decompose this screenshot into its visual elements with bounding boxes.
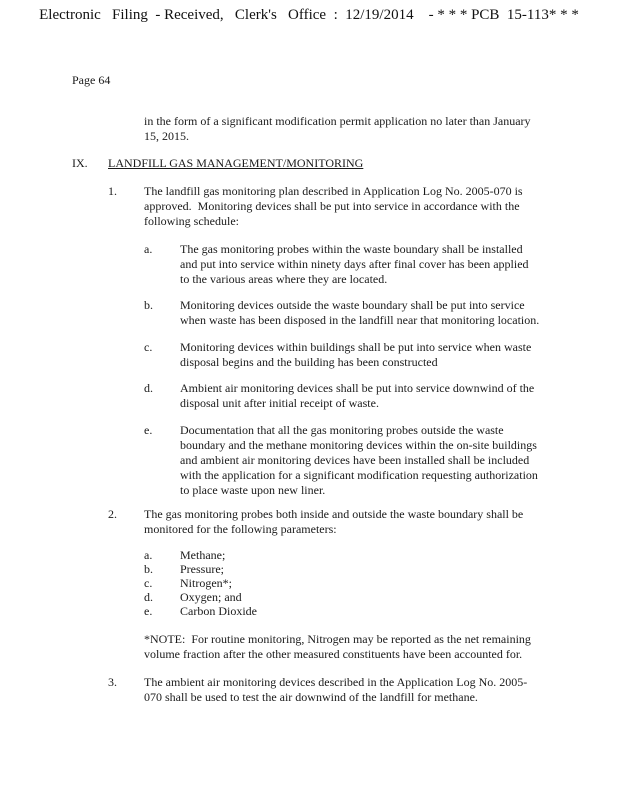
text-line: boundary and the methane monitoring devices within the on-site buildings bbox=[180, 438, 537, 452]
subitem-c-paragraph bbox=[180, 340, 580, 370]
text-line: disposal begins and the building has been constructed bbox=[180, 355, 438, 369]
text-line: 15, 2015. bbox=[144, 129, 189, 143]
subitem-letter: c. bbox=[144, 340, 153, 354]
parameter-item bbox=[144, 604, 257, 618]
parameter-name: Pressure; bbox=[180, 562, 224, 576]
item-number: 3. bbox=[108, 675, 117, 689]
text-line: Monitoring devices outside the waste boundary shall be put into service bbox=[180, 298, 525, 312]
text-line: 070 shall be used to test the air downwind of the landfill for methane. bbox=[144, 690, 478, 704]
text-line: Documentation that all the gas monitoring probes outside the waste bbox=[180, 423, 504, 437]
item-3-paragraph bbox=[144, 675, 564, 705]
item-number: 1. bbox=[108, 184, 117, 198]
subitem-a-paragraph bbox=[180, 242, 580, 287]
text-line: volume fraction after the other measured constituents have been accounted for. bbox=[144, 647, 523, 661]
text-line: The gas monitoring probes both inside and outside the waste boundary shall be bbox=[144, 507, 524, 521]
continuation-paragraph bbox=[144, 114, 564, 144]
text-line: Monitoring devices within buildings shall be put into service when waste bbox=[180, 340, 532, 354]
parameter-item bbox=[144, 548, 257, 562]
parameter-letter: d. bbox=[144, 590, 153, 604]
item-number: 2. bbox=[108, 507, 117, 521]
subitem-b-paragraph bbox=[180, 298, 580, 328]
parameter-name: Methane; bbox=[180, 548, 226, 562]
subitem-d-paragraph bbox=[180, 381, 580, 411]
text-line: Ambient air monitoring devices shall be put into service downwind of the bbox=[180, 381, 535, 395]
parameter-item bbox=[144, 562, 257, 576]
subitem-letter: d. bbox=[144, 381, 153, 395]
parameter-item bbox=[144, 590, 257, 604]
nitrogen-note bbox=[144, 632, 564, 662]
subitem-letter: e. bbox=[144, 423, 153, 437]
parameter-letter: a. bbox=[144, 548, 153, 562]
parameter-item bbox=[144, 576, 257, 590]
text-line: following schedule: bbox=[144, 214, 239, 228]
text-line: The gas monitoring probes within the waste boundary shall be installed bbox=[180, 242, 523, 256]
parameter-letter: e. bbox=[144, 604, 153, 618]
text-line: to the various areas where they are located. bbox=[180, 272, 388, 286]
text-line: in the form of a significant modification permit application no later than January bbox=[144, 114, 531, 128]
filing-header: Electronic Filing - Received, Clerk's Office : 12/19/2014 - * * * PCB 15-113* * * bbox=[39, 7, 579, 23]
subitem-e-paragraph bbox=[180, 423, 580, 498]
text-line: The ambient air monitoring devices described in the Application Log No. 2005- bbox=[144, 675, 528, 689]
parameter-list bbox=[144, 548, 257, 618]
parameter-name: Nitrogen*; bbox=[180, 576, 232, 590]
text-line: approved. Monitoring devices shall be put into service in accordance with the bbox=[144, 199, 520, 213]
item-2-paragraph bbox=[144, 507, 564, 537]
section-title: LANDFILL GAS MANAGEMENT/MONITORING bbox=[108, 156, 364, 170]
subitem-letter: a. bbox=[144, 242, 153, 256]
parameter-letter: b. bbox=[144, 562, 153, 576]
text-line: when waste has been disposed in the landfill near that monitoring location. bbox=[180, 313, 540, 327]
parameter-letter: c. bbox=[144, 576, 153, 590]
parameter-name: Carbon Dioxide bbox=[180, 604, 257, 618]
text-line: disposal unit after initial receipt of waste. bbox=[180, 396, 379, 410]
subitem-letter: b. bbox=[144, 298, 153, 312]
text-line: with the application for a significant modification requesting authorization bbox=[180, 468, 538, 482]
text-line: *NOTE: For routine monitoring, Nitrogen may be reported as the net remaining bbox=[144, 632, 531, 646]
text-line: and put into service within ninety days after final cover has been applied bbox=[180, 257, 529, 271]
text-line: to place waste upon new liner. bbox=[180, 483, 326, 497]
text-line: and ambient air monitoring devices have been installed shall be included bbox=[180, 453, 530, 467]
parameter-name: Oxygen; and bbox=[180, 590, 242, 604]
text-line: monitored for the following parameters: bbox=[144, 522, 337, 536]
text-line: The landfill gas monitoring plan described in Application Log No. 2005-070 is bbox=[144, 184, 523, 198]
page-label: Page 64 bbox=[72, 73, 111, 87]
section-number: IX. bbox=[72, 156, 88, 170]
item-1-paragraph bbox=[144, 184, 564, 229]
